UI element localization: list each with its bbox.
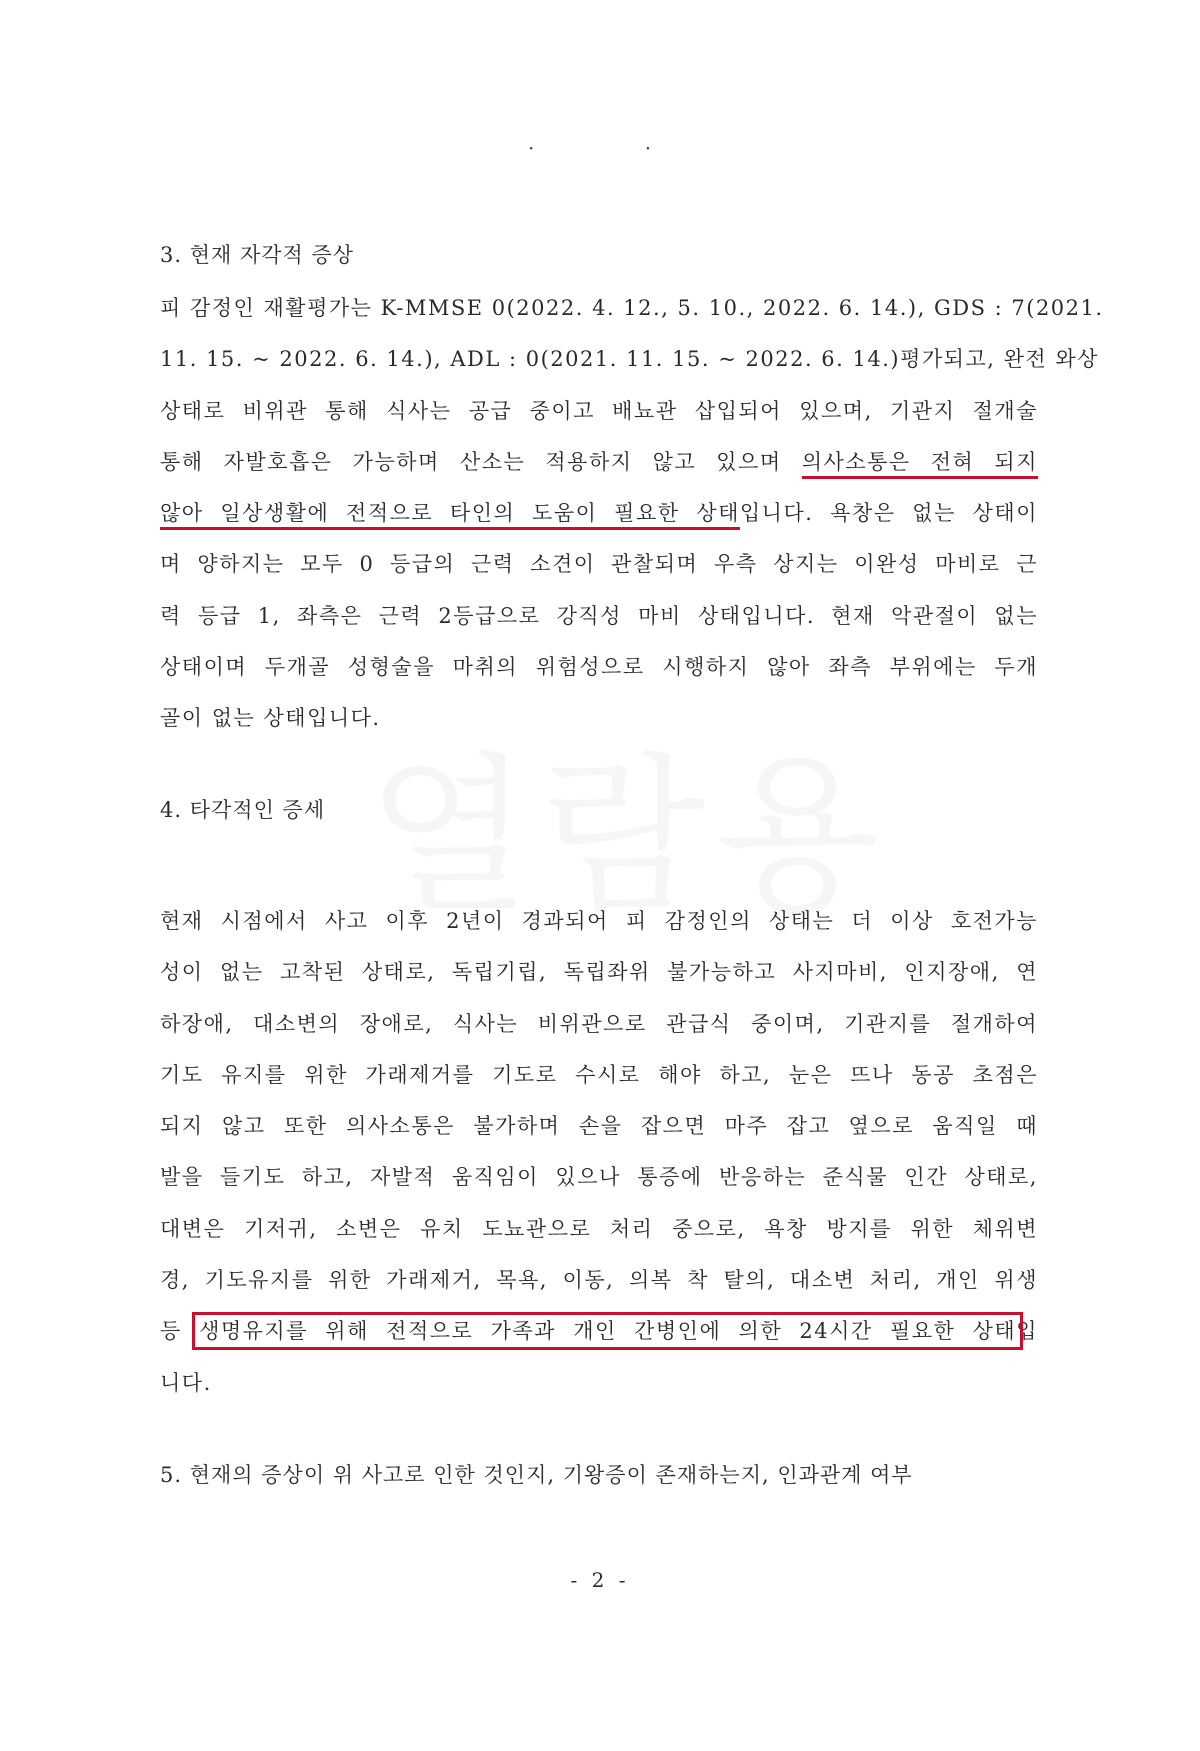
section-5 [160,1460,1038,1490]
section-4-body [160,896,1038,1409]
text-line: 대변은 기저귀, 소변은 유치 도뇨관으로 처리 중으로, 욕창 방지를 위한 체위변 [160,1216,1038,1241]
text-segment: 입니다. 욕창은 없는 상태이 [739,501,1038,526]
text-line: 력 등급 1, 좌측은 근력 2등급으로 강직성 마비 상태입니다. 현재 악관절이 없는 [160,603,1038,628]
highlighted-text: 않아 일상생활에 전적으로 타인의 도움이 필요한 상태 [160,501,740,530]
section-4 [160,795,1038,825]
section-3 [160,240,1038,270]
text-segment: 등 [160,1319,200,1344]
text-line: 11. 15. ~ 2022. 6. 14.), ADL : 0(2021. 11. 15. ~ 2022. 6. 14.)평가되고, 완전 와상 [160,347,1099,372]
section-3-paragraph [160,283,1104,745]
text-line: 하장애, 대소변의 장애로, 식사는 비위관으로 관급식 중이며, 기관지를 절개하여 [160,1011,1038,1036]
text-segment: 통해 자발호흡은 가능하며 산소는 적용하지 않고 있으며 [160,449,802,474]
text-line: 성이 없는 고착된 상태로, 독립기립, 독립좌위 불가능하고 사지마비, 인지장애, 연 [160,960,1038,985]
text-line: 상태로 비위관 통해 식사는 공급 중이고 배뇨관 삽입되어 있으며, 기관지 절개술 [160,398,1038,423]
text-line [160,488,1038,539]
text-line: 현재 시점에서 사고 이후 2년이 경과되어 피 감정인의 상태는 더 이상 호전가능 [160,909,1038,933]
text-line: 경, 기도유지를 위한 가래제거, 목욕, 이동, 의복 착 탈의, 대소변 처리, 개인 위생 [160,1268,1038,1293]
text-segment: 입 [1016,1319,1038,1344]
text-line: 기도 유지를 위한 가래제거를 기도로 수시로 해야 하고, 눈은 뜨나 동공 초점은 [160,1062,1038,1087]
text-line: 상태이며 두개골 성형술을 마취의 위험성으로 시행하지 않아 좌측 부위에는 두개 [160,655,1038,680]
boxed-text: 생명유지를 위해 전적으로 가족과 개인 간병인에 의한 24시간 필요한 상태 [199,1319,1017,1344]
text-line: 발을 들기도 하고, 자발적 움직임이 있으나 통증에 반응하는 준식물 인간 상태로, [160,1165,1038,1190]
section-4-heading: 4. 타각적인 증세 [160,798,326,822]
section-4-paragraph [160,896,1038,1409]
highlighted-text: 의사소통은 전혀 되지 [802,450,1038,479]
text-line: 니다. [160,1370,212,1395]
text-line: 피 감정인 재활평가는 K-MMSE 0(2022. 4. 12., 5. 10., 2022. 6. 14.), GDS : 7(2021. [160,296,1104,320]
text-line [160,437,1038,488]
section-5-heading: 5. 현재의 증상이 위 사고로 인한 것인지, 기왕증이 존재하는지, 인과관계 여부 [160,1463,913,1487]
section-3-heading: 3. 현재 자각적 증상 [160,243,355,267]
page-number: - 2 - [570,1568,630,1592]
text-line [160,1306,1038,1357]
text-line: 되지 않고 또한 의사소통은 불가하며 손을 잡으면 마주 잡고 옆으로 움직일 때 [160,1114,1038,1139]
text-line: 며 양하지는 모두 0 등급의 근력 소견이 관찰되며 우측 상지는 이완성 마비로 근 [160,552,1038,577]
section-3-body [160,283,1104,745]
top-marks: · · [528,136,704,160]
text-line: 골이 없는 상태입니다. [160,706,381,731]
